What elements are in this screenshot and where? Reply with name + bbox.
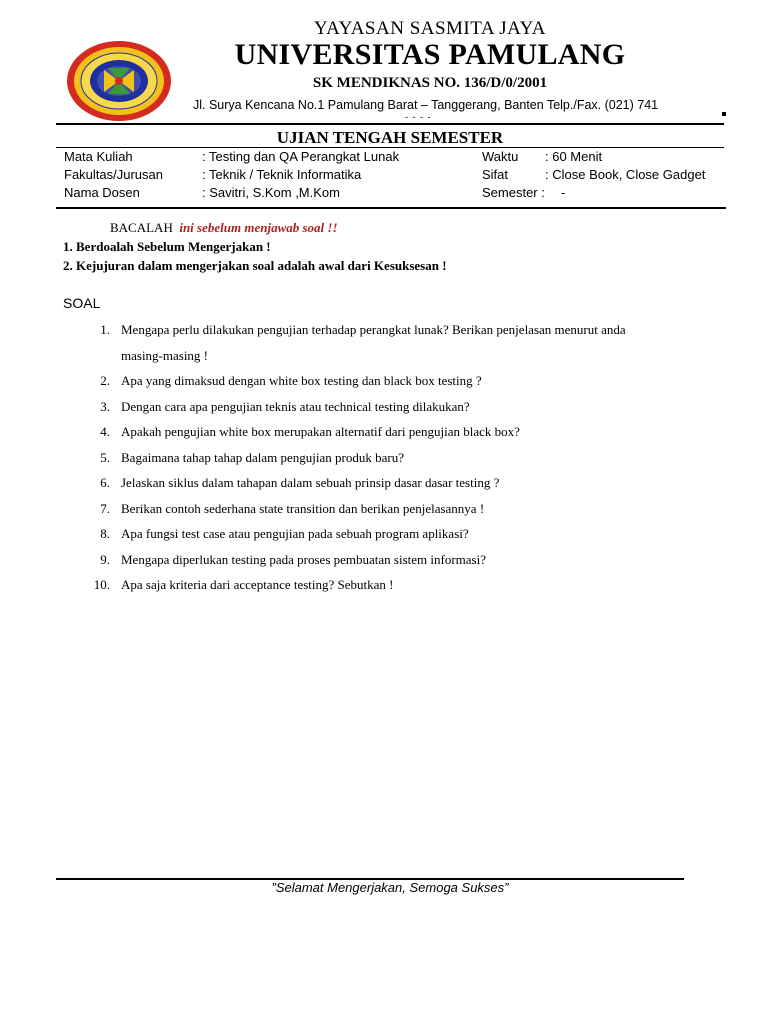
question-item bbox=[86, 521, 726, 547]
question-text: Dengan cara apa pengujian teknis atau technical testing dilakukan? bbox=[121, 398, 470, 414]
info-divider bbox=[56, 207, 726, 209]
question-list bbox=[86, 317, 726, 598]
questions-heading: SOAL bbox=[63, 295, 101, 311]
time-value: : 60 Menit bbox=[545, 149, 603, 164]
faculty-label: Fakultas/Jurusan bbox=[64, 167, 163, 182]
header-divider bbox=[56, 123, 724, 125]
question-number bbox=[86, 343, 110, 369]
question-item bbox=[86, 496, 726, 522]
question-number: 3. bbox=[100, 398, 110, 414]
question-number: 2. bbox=[100, 373, 110, 388]
read-instruction bbox=[110, 220, 338, 236]
lecturer-value: : Savitri, S.Kom ,M.Kom bbox=[202, 185, 340, 200]
university-name: UNIVERSITAS PAMULANG bbox=[234, 38, 626, 71]
question-number: 5. bbox=[100, 449, 110, 465]
instruction-2: 2. Kejujuran dalam mengerjakan soal adalah awal dari Kesuksesan ! bbox=[63, 258, 447, 273]
question-number: 1. bbox=[100, 322, 110, 337]
faculty-value: : Teknik / Teknik Informatika bbox=[202, 167, 362, 182]
question-item bbox=[86, 445, 726, 471]
question-text: Apakah pengujian white box merupakan alternatif dari pengujian black box? bbox=[121, 424, 520, 439]
question-item bbox=[86, 470, 726, 496]
question-text: Berikan contoh sederhana state transition dan berikan penjelasannya ! bbox=[121, 500, 485, 516]
question-number: 4. bbox=[100, 424, 110, 439]
instruction-1: 1. Berdoalah Sebelum Mengerjakan ! bbox=[63, 239, 271, 254]
question-text: Apa fungsi test case atau pengujian pada sebuah program aplikasi? bbox=[121, 526, 469, 541]
question-item bbox=[86, 419, 726, 445]
question-text: Bagaimana tahap tahap dalam pengujian produk baru? bbox=[121, 449, 405, 465]
address-dashes: - - - - bbox=[405, 112, 432, 122]
course-label: Mata Kuliah bbox=[64, 149, 133, 164]
question-number: 8. bbox=[100, 526, 110, 541]
question-text: masing-masing ! bbox=[121, 347, 209, 363]
question-item bbox=[86, 547, 726, 573]
read-prefix: BACALAH bbox=[110, 220, 173, 235]
question-number: 7. bbox=[100, 500, 110, 516]
exam-title: UJIAN TENGAH SEMESTER bbox=[276, 128, 504, 147]
decree-number: SK MENDIKNAS NO. 136/D/0/2001 bbox=[312, 75, 548, 91]
title-divider bbox=[56, 147, 724, 148]
question-text: Mengapa perlu dilakukan pengujian terhadap perangkat lunak? Berikan penjelasan menurut anda bbox=[121, 322, 626, 337]
course-value: : Testing dan QA Perangkat Lunak bbox=[202, 149, 400, 164]
lecturer-label: Nama Dosen bbox=[64, 185, 140, 200]
address: Jl. Surya Kencana No.1 Pamulang Barat – Tanggerang, Banten Telp./Fax. (021) 741 bbox=[193, 98, 659, 112]
time-label: Waktu bbox=[482, 149, 519, 164]
question-text: Jelaskan siklus dalam tahapan dalam sebuah prinsip dasar dasar testing ? bbox=[121, 475, 500, 490]
semester-value: - bbox=[561, 185, 566, 200]
question-number: 9. bbox=[100, 551, 110, 567]
nature-label: Sifat bbox=[482, 167, 509, 182]
question-item bbox=[86, 343, 726, 369]
header-dot bbox=[722, 112, 726, 116]
footer-message: ”Selamat Mengerjakan, Semoga Sukses” bbox=[271, 880, 509, 895]
question-text: Apa saja kriteria dari acceptance testing? Sebutkan ! bbox=[121, 577, 394, 592]
question-number: 6. bbox=[100, 475, 110, 490]
question-item bbox=[86, 394, 726, 420]
question-item bbox=[86, 368, 726, 394]
question-number: 10. bbox=[93, 577, 110, 592]
nature-value: : Close Book, Close Gadget bbox=[545, 167, 706, 182]
question-text: Apa yang dimaksud dengan white box testing dan black box testing ? bbox=[121, 373, 482, 388]
question-item bbox=[86, 572, 726, 598]
foundation-name: YAYASAN SASMITA JAYA bbox=[314, 18, 546, 39]
semester-label: Semester : bbox=[482, 185, 545, 200]
question-text: Mengapa diperlukan testing pada proses pembuatan sistem informasi? bbox=[121, 551, 486, 567]
read-suffix: ini sebelum menjawab soal !! bbox=[179, 220, 338, 235]
question-item bbox=[86, 317, 726, 343]
